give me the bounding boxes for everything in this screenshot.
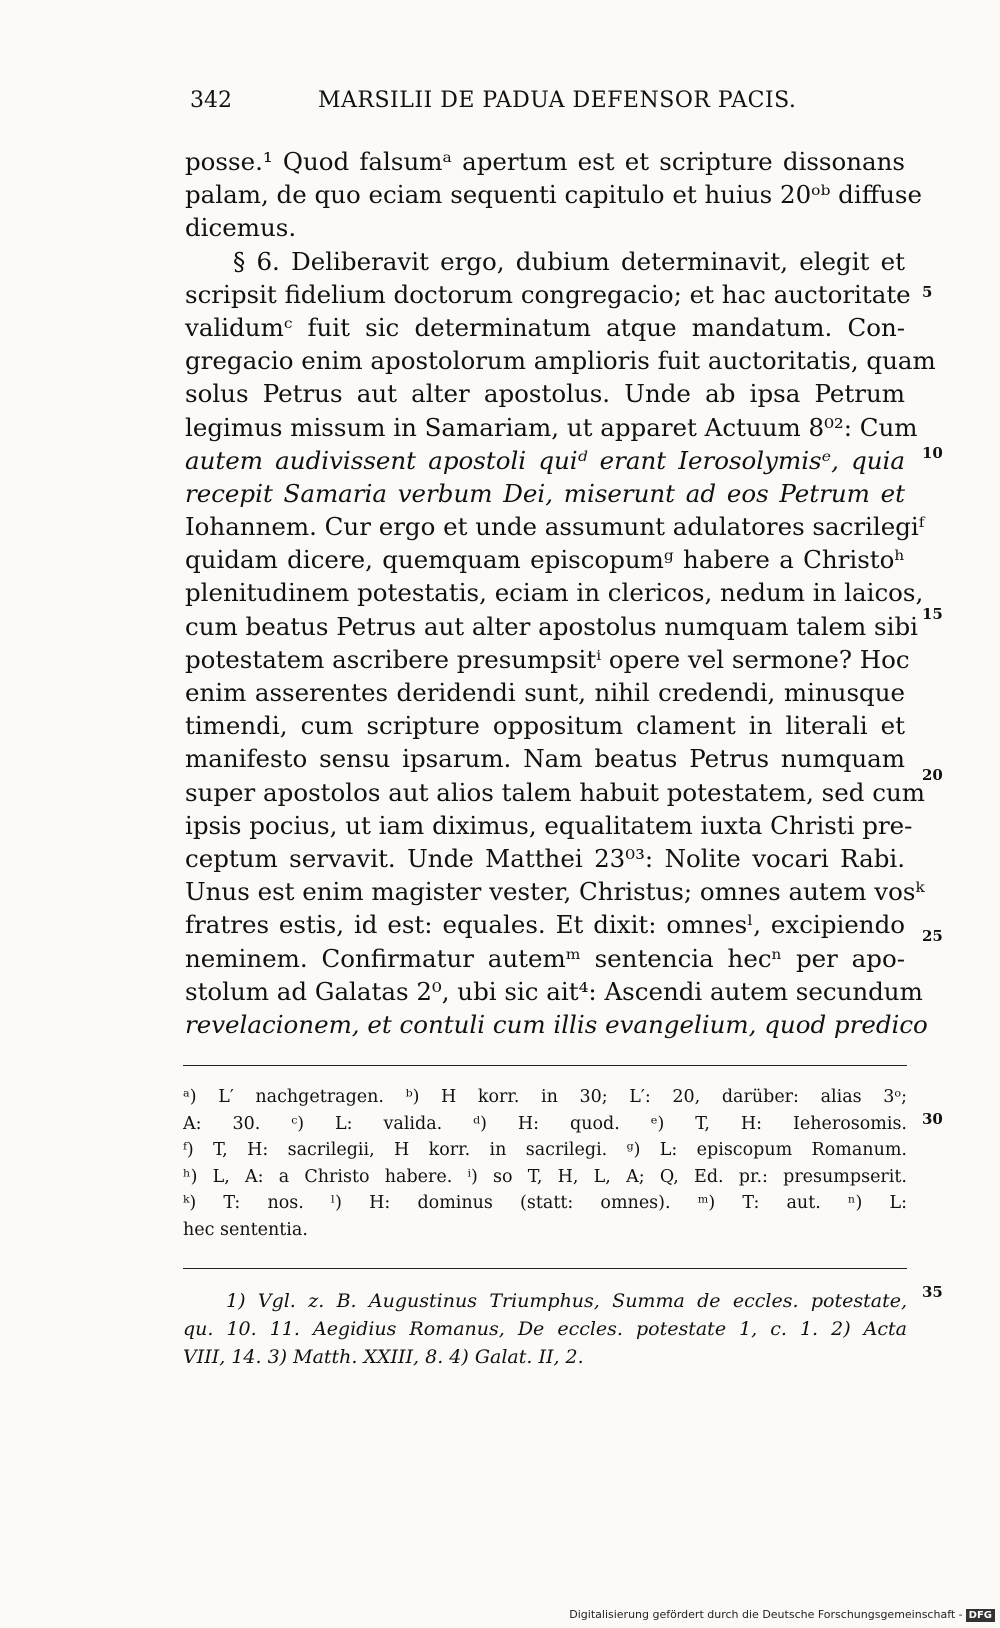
text-line: revelacionem, et contuli cum illis evangelium, quod predico [185,1009,928,1039]
text-line: enim asserentes deridendi sunt, nihil credendi, minusque [185,678,905,707]
text-line: potestatem ascribere presumpsitⁱ opere vel sermone? Hoc [185,644,910,674]
text-line: palam, de quo eciam sequenti capitulo et huius 20ᵒᵇ diffuse [185,180,922,210]
text-line: timendi, cum scripture oppositum clament in literali et [185,711,905,741]
line-number: 15 [922,605,943,623]
text-line: super apostolos aut alios talem habuit potestatem, sed cum [185,777,925,807]
footnote-line: qu. 10. 11. Aegidius Romanus, De eccles. potestate 1, c. 1. 2) Acta [183,1318,907,1340]
variant-note-line: ᵏ) T: nos. ˡ) H: dominus (statt: omnes). ᵐ) T: aut. ⁿ) L: [183,1193,907,1213]
text-line: neminem. Confirmatur autemᵐ sentencia hecⁿ per apo- [185,943,905,973]
text-line: legimus missum in Samariam, ut apparet Actuum 8⁰²: Cum [185,412,918,442]
line-number: 20 [922,766,943,784]
digitization-credit [569,1608,995,1622]
variant-note-line: hec sententia. [183,1219,308,1240]
text-line: fratres estis, id est: equales. Et dixit: omnesˡ, excipiendo [185,910,905,940]
text-line: manifesto sensu ipsarum. Nam beatus Petrus numquam [185,744,905,774]
text-line: validumᶜ fuit sic determinatum atque mandatum. Con- [185,312,905,342]
variant-note-line: A: 30. ᶜ) L: valida. ᵈ) H: quod. ᵉ) T, H: Ieherosomis. [183,1113,907,1134]
text-line: dicemus. [185,213,297,243]
text-line: gregacio enim apostolorum amplioris fuit auctoritatis, quam [185,346,936,376]
text-line: § 6. Deliberavit ergo, dubium determinavit, elegit et [233,246,905,276]
footnote-line: 1) Vgl. z. B. Augustinus Triumphus, Summa de eccles. potestate, [226,1290,907,1312]
line-number: 30 [922,1110,943,1128]
text-line: recepit Samaria verbum Dei, miserunt ad eos Petrum et [185,478,905,508]
footnote-line: VIII, 14. 3) Matth. XXIII, 8. 4) Galat. II, 2. [183,1346,584,1368]
line-number: 25 [922,927,943,945]
dfg-logo: DFG [966,1609,995,1622]
divider [183,1268,907,1269]
line-number: 10 [922,444,943,462]
variant-note-line: ʰ) L, A: a Christo habere. ⁱ) so T, H, L, A; Q, Ed. pr.: presumpserit. [183,1166,907,1187]
text-line: solus Petrus aut alter apostolus. Unde ab ipsa Petrum [185,379,905,409]
variant-notes [183,1084,907,1243]
text-line: cum beatus Petrus aut alter apostolus numquam talem sibi [185,611,918,641]
text-line: quidam dicere, quemquam episcopumᵍ habere a Christoʰ [185,545,905,575]
text-line: ipsis pocius, ut iam diximus, equalitatem iuxta Christi pre- [185,810,913,840]
variant-note-line: ᶠ) T, H: sacrilegii, H korr. in sacrilegi. ᵍ) L: episcopum Romanum. [183,1140,907,1160]
running-title: MARSILII DE PADUA DEFENSOR PACIS. [318,88,797,113]
text-line: ceptum servavit. Unde Matthei 23⁰³: Nolite vocari Rabi. [185,843,905,873]
line-number: 5 [922,283,933,301]
text-line: Iohannem. Cur ergo et unde assumunt adulatores sacrilegiᶠ [185,512,925,542]
text-line: stolum ad Galatas 2⁰, ubi sic ait⁴: Ascendi autem secundum [185,976,923,1006]
footnotes [183,1287,907,1371]
credit-text: Digitalisierung gefördert durch die Deutsche Forschungsgemeinschaft - [569,1608,963,1621]
page-number: 342 [190,88,232,113]
line-number: 35 [922,1283,943,1301]
text-line: plenitudinem potestatis, eciam in clericos, nedum in laicos, [185,578,924,608]
divider [183,1065,907,1066]
text-line: autem audivissent apostoli quiᵈ erant Ierosolymisᵉ, quia [185,445,905,475]
text-line: posse.¹ Quod falsumᵃ apertum est et scripture dissonans [185,147,905,176]
variant-note-line: ᵃ) L′ nachgetragen. ᵇ) H korr. in 30; L′: 20, darüber: alias 3ᵒ; [183,1087,907,1107]
text-line: Unus est enim magister vester, Christus; omnes autem vosᵏ [185,877,925,907]
text-line: scripsit fidelium doctorum congregacio; et hac auctoritate [185,279,911,309]
